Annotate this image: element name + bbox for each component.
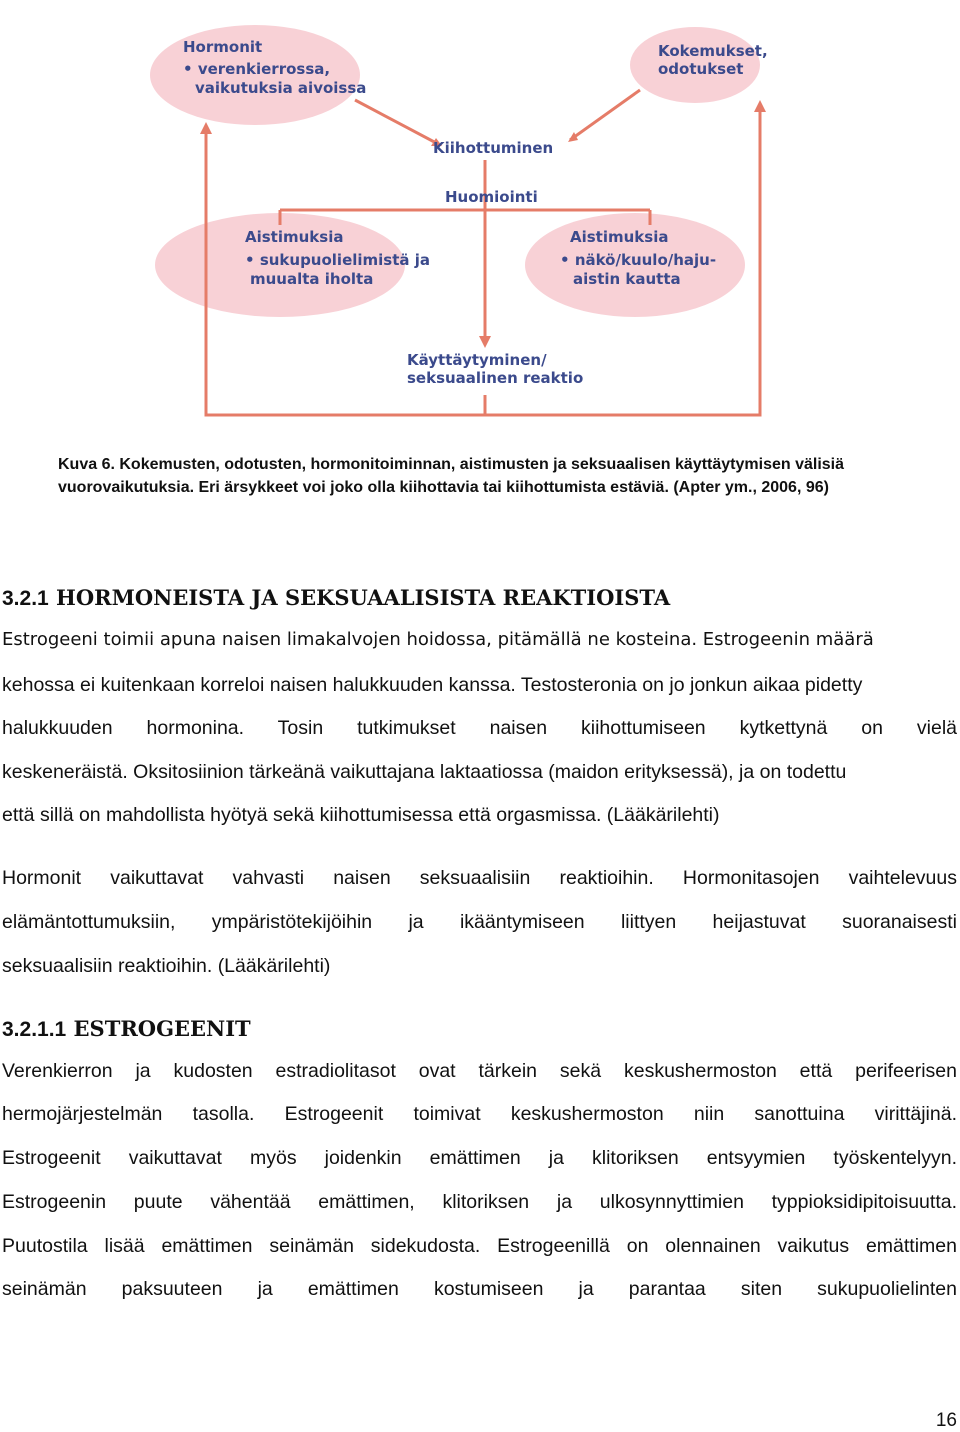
paragraph-line: keskeneräistä. Oksitosiinion tärkeänä vaikuttajana laktaatiossa (maidon erityksessä), ja on todettu <box>2 761 847 783</box>
paragraph-line: kehossa ei kuitenkaan korreloi naisen halukkuuden kanssa. Testosteronia on jo jonkun aikaa pidetty <box>2 674 863 696</box>
page-number: 16 <box>935 1410 957 1431</box>
subsection-heading <box>2 1016 251 1042</box>
stim-right-bullet-2: aistin kautta <box>573 270 681 288</box>
arrow-head-feedback-right <box>754 100 766 112</box>
section-heading <box>2 585 670 611</box>
hormones-title: Hormonit <box>183 38 263 56</box>
stim-right-title: Aistimuksia <box>570 228 669 246</box>
paragraph-line: että sillä on mahdollista hyötyä sekä kiihottumisessa että orgasmissa. (Lääkärilehti) <box>2 804 720 826</box>
attention-label: Huomiointi <box>445 188 538 206</box>
section-title: HORMONEISTA JA SEKSUAALISISTA REAKTIOISTA <box>56 585 671 610</box>
stim-left-bullet-1: • sukupuolielimistä ja <box>245 251 431 269</box>
arousal-label: Kiihottuminen <box>433 139 554 157</box>
section-number: 3.2.1 <box>2 587 49 610</box>
paragraph-line: halukkuuden hormonina. Tosin tutkimukset naisen kiihottumiseen kytkettynä on vielä <box>2 717 957 739</box>
arrow-experiences <box>570 90 640 140</box>
subsection-title: ESTROGEENIT <box>73 1016 251 1041</box>
paragraph-line: seksuaalisiin reaktioihin. (Lääkärilehti) <box>2 955 331 977</box>
arrow-head-feedback-left <box>200 122 212 134</box>
stim-right-bullet-1: • näkö/kuulo/haju- <box>560 251 717 269</box>
figure-caption-line-2: vuorovaikutuksia. Eri ärsykkeet voi joko olla kiihottavia tai kiihottumista estäviä. (Apter ym., 2006, 96) <box>58 479 829 496</box>
arrow-hormones <box>355 100 440 145</box>
experiences-line-2: odotukset <box>658 60 744 78</box>
paragraph-line: Estrogeenit vaikuttavat myös joidenkin emättimen ja klitoriksen entsyymien työskentelyyn. <box>2 1147 957 1169</box>
behavior-line-1: Käyttäytyminen/ <box>407 351 547 369</box>
stim-left-title: Aistimuksia <box>245 228 344 246</box>
arrow-head-center <box>479 336 491 348</box>
hormones-bullet-2: vaikutuksia aivoissa <box>195 79 367 97</box>
paragraph-line: hermojärjestelmän tasolla. Estrogeenit toimivat keskushermoston niin sanottuina virittäjinä. <box>2 1103 957 1125</box>
hormones-bullet-1: • verenkierrossa, <box>183 60 331 78</box>
paragraph-line: Puutostila lisää emättimen seinämän sidekudosta. Estrogeenillä on olennainen vaikutus emättimen <box>2 1235 957 1257</box>
paragraph-line: Estrogeeni toimii apuna naisen limakalvojen hoidossa, pitämällä ne kosteina. Estrogeenin määrä <box>2 629 874 650</box>
paragraph-line: seinämän paksuuteen ja emättimen kostumiseen ja parantaa siten sukupuolielinten <box>2 1278 957 1300</box>
paragraph-line: Hormonit vaikuttavat vahvasti naisen seksuaalisiin reaktioihin. Hormonitasojen vaihtelevuus <box>2 867 957 889</box>
figure-caption-line-1: Kuva 6. Kokemusten, odotusten, hormonitoiminnan, aistimusten ja seksuaalisen käyttäytymisen välisiä <box>58 456 845 473</box>
subsection-number: 3.2.1.1 <box>2 1018 67 1041</box>
behavior-line-2: seksuaalinen reaktio <box>407 369 584 387</box>
stim-left-bullet-2: muualta iholta <box>250 270 374 288</box>
figure-diagram <box>150 10 810 430</box>
arrow-head-experiences <box>568 132 578 142</box>
paragraph-line: Verenkierron ja kudosten estradiolitasot ovat tärkein sekä keskushermoston että perifeerisen <box>2 1060 957 1082</box>
diagram-svg <box>150 10 810 430</box>
paragraph-line: Estrogeenin puute vähentää emättimen, klitoriksen ja ulkosynnyttimien typpioksidipitoisuutta. <box>2 1191 957 1213</box>
experiences-line-1: Kokemukset, <box>658 42 768 60</box>
paragraph-line: elämäntottumuksiin, ympäristötekijöihin ja ikääntymiseen liittyen heijastuvat suoranaisesti <box>2 911 957 933</box>
